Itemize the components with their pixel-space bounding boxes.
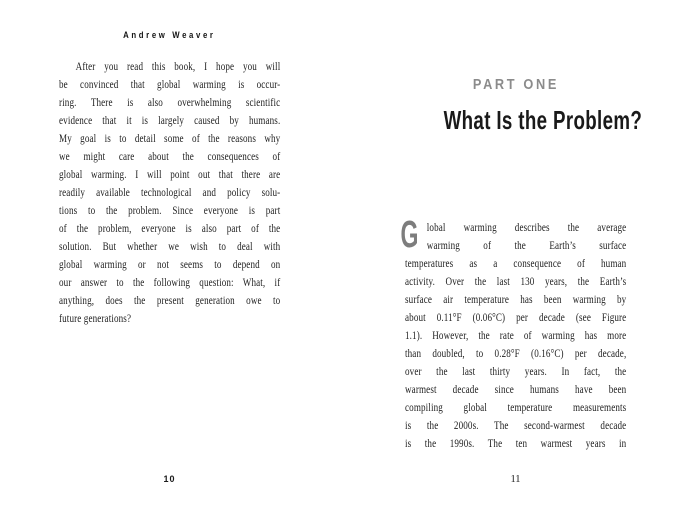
body-line: is the 2000s. The second-warmest decade <box>405 418 627 432</box>
body-line: of the problem, everyone is also part of the <box>59 221 281 235</box>
page-number-right: 11 <box>510 474 521 485</box>
body-line: be convinced that global warming is occur- <box>59 77 281 91</box>
body-line: temperatures as a consequence of human <box>405 256 627 270</box>
body-line: anything, does the present generation owe to <box>59 293 281 307</box>
body-line: over the last thirty years. In fact, the <box>405 364 627 378</box>
body-line: warmest decade since humans have been <box>405 382 627 396</box>
part-label-text: PART ONE <box>472 77 559 93</box>
body-line: My goal is to detail some of the reasons why <box>59 131 281 145</box>
body-line: global warming. I will point out that there are <box>59 167 281 181</box>
body-line: warming of the Earth’s surface <box>426 238 627 252</box>
body-line: is the 1990s. The ten warmest years in <box>405 436 627 450</box>
running-head-text: Andrew Weaver <box>123 30 216 41</box>
page-number-left: 10 <box>163 474 176 484</box>
body-line: compiling global temperature measurements <box>405 400 627 414</box>
drop-cap: G <box>400 214 419 256</box>
body-line: future generations? <box>59 311 132 325</box>
body-line: global warming or not seems to depend on <box>59 257 281 271</box>
body-line: ring. There is also overwhelming scientific <box>59 95 281 109</box>
running-head <box>59 25 280 43</box>
body-line: solution. But whether we wish to deal with <box>59 239 281 253</box>
body-line: lobal warming describes the average <box>426 220 627 234</box>
body-line: our answer to the following question: What, if <box>59 275 281 289</box>
right-body-paragraph <box>400 214 627 452</box>
body-line: evidence that it is largely caused by humans. <box>59 113 281 127</box>
part-label <box>405 76 626 94</box>
body-line: surface air temperature has been warming by <box>405 292 627 306</box>
body-line: we might care about the consequences of <box>59 149 281 163</box>
chapter-title-text: What Is the Problem? <box>443 105 643 135</box>
body-line: 1.1). However, the rate of warming has more <box>405 328 627 342</box>
body-line: than doubled, to 0.28°F (0.16°C) per decade, <box>405 346 627 360</box>
body-line: about 0.11°F (0.06°C) per decade (see Figure <box>405 310 627 324</box>
body-line: readily available technological and policy solu- <box>59 185 281 199</box>
body-line: After you read this book, I hope you will <box>75 59 281 73</box>
left-body-paragraph <box>59 57 280 327</box>
chapter-title <box>405 100 643 137</box>
body-line: tions to the problem. Since everyone is part <box>59 203 281 217</box>
body-line: activity. Over the last 130 years, the Earth’s <box>405 274 627 288</box>
right-page <box>342 0 684 522</box>
